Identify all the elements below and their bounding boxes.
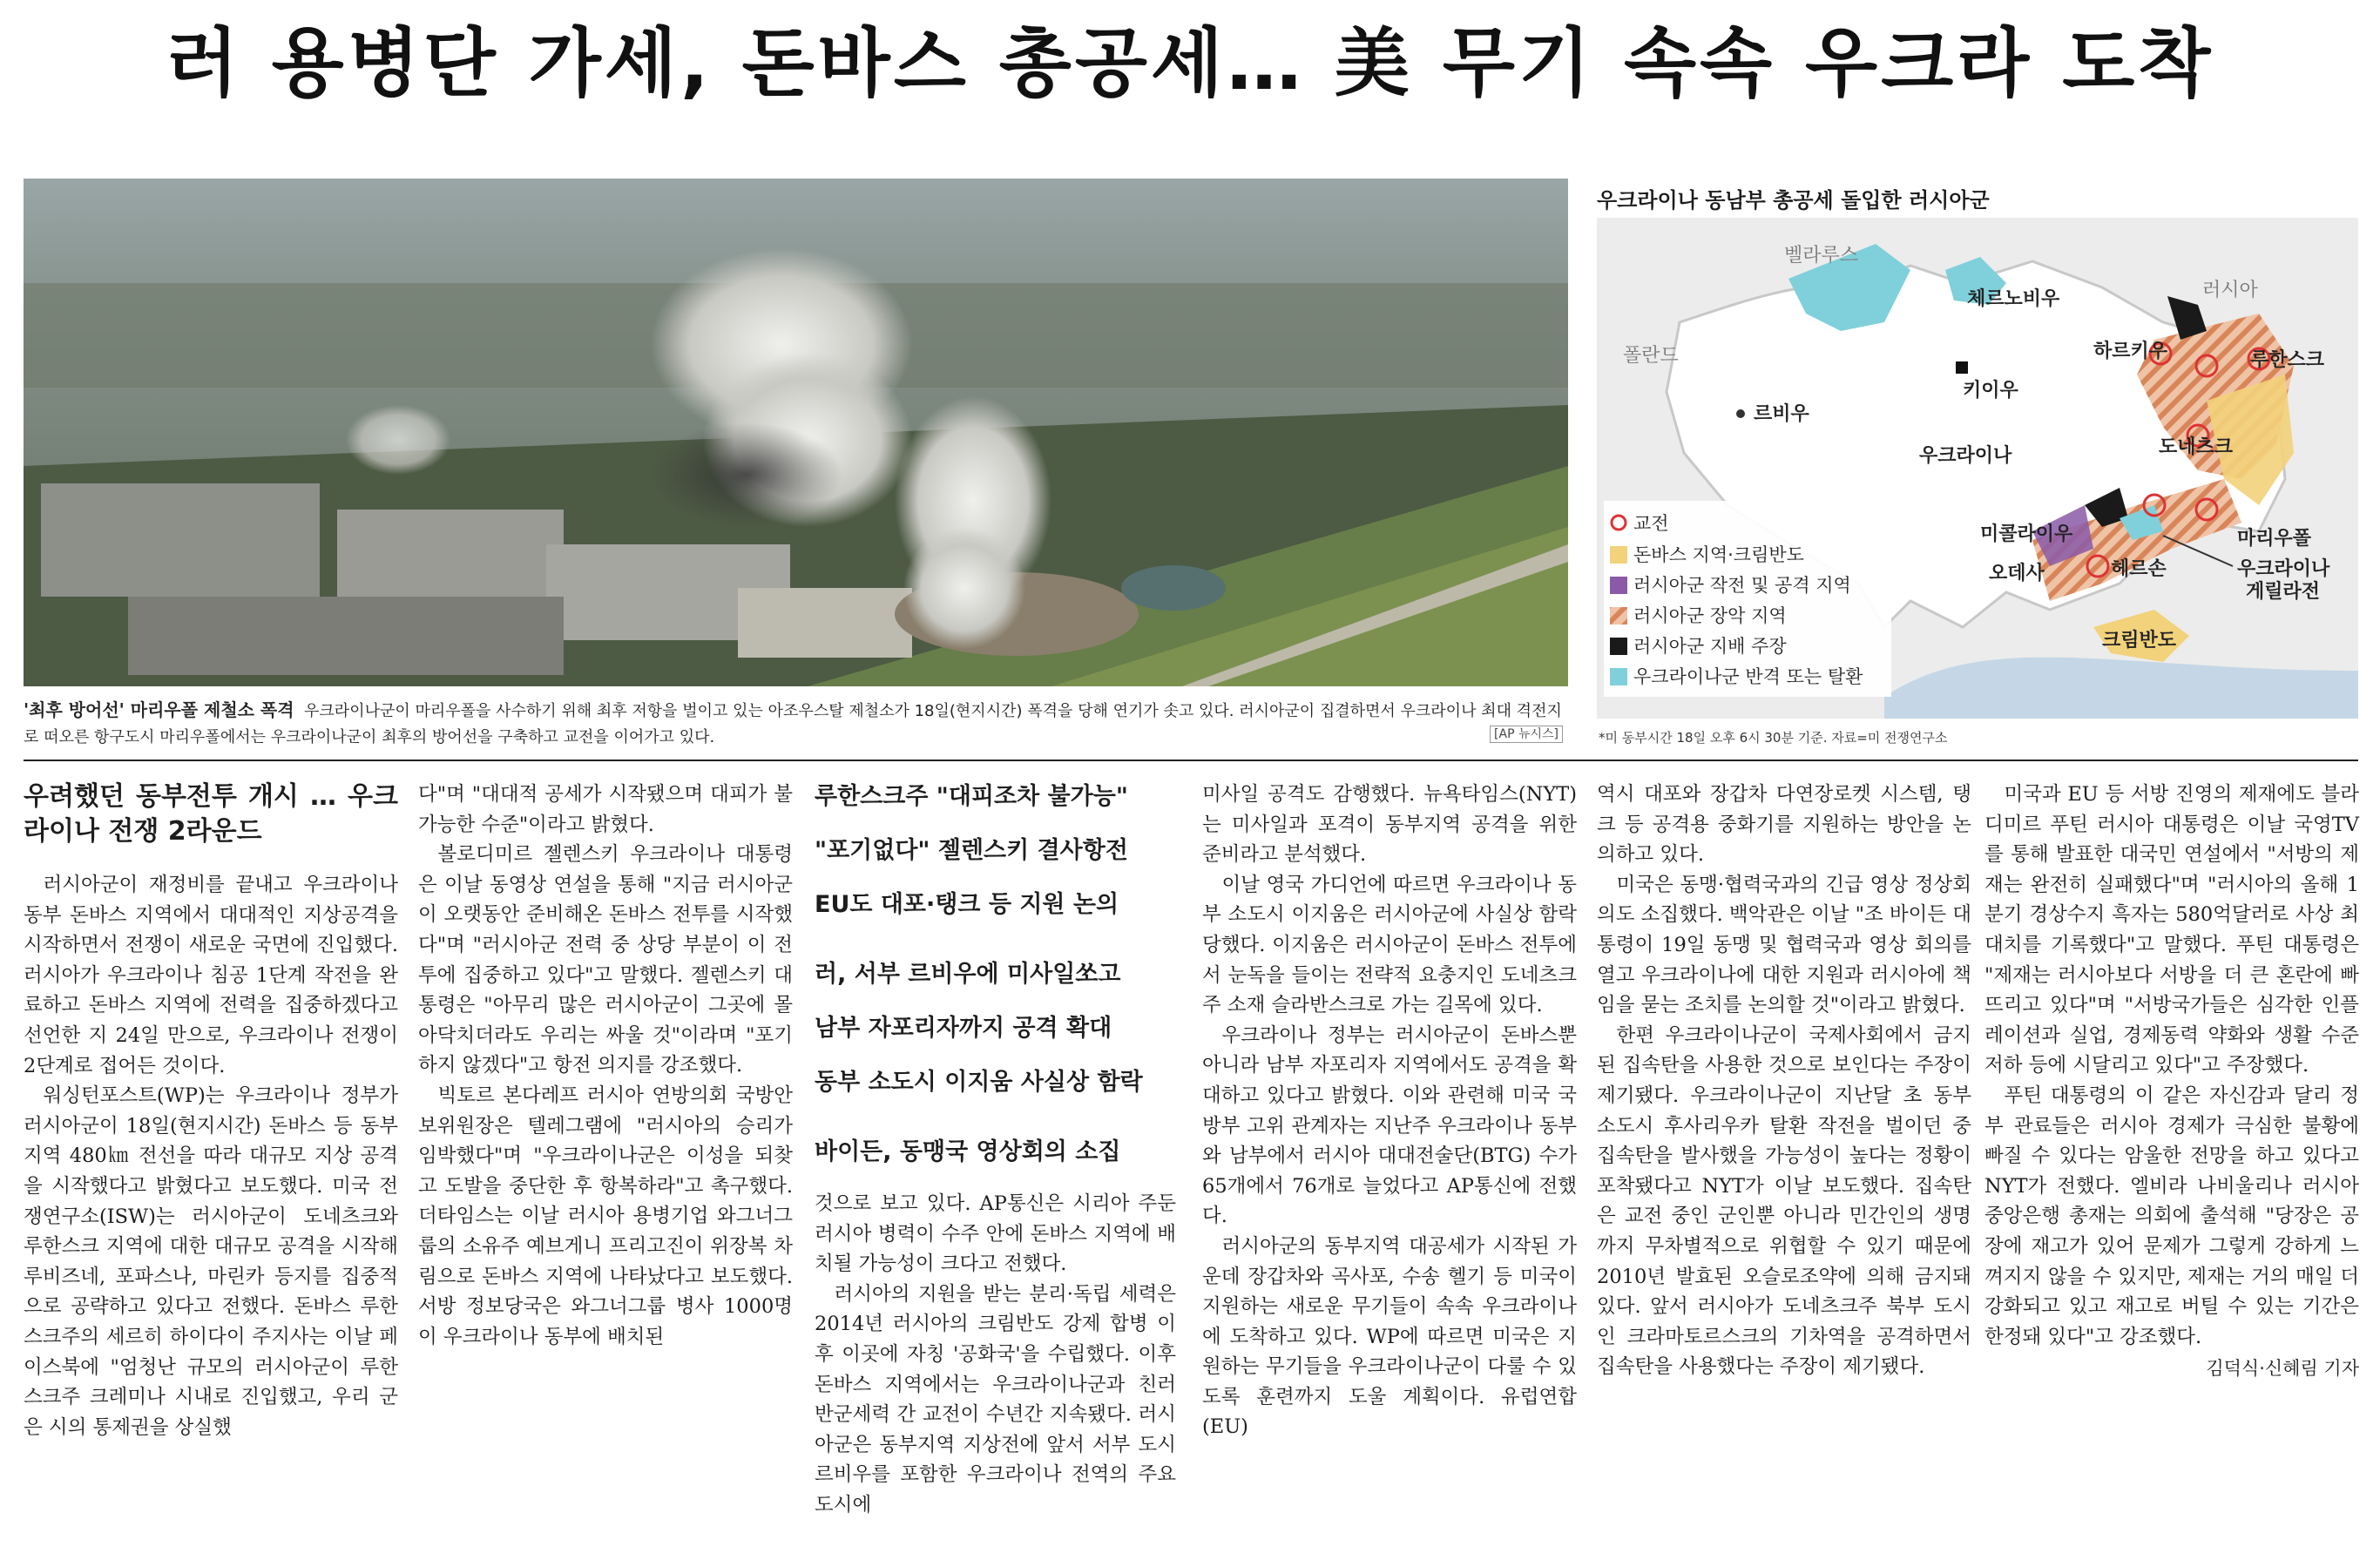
legend-label-1: 돈바스 지역·크림반도 xyxy=(1633,544,1804,565)
side-headlines xyxy=(815,780,1176,1170)
article-column-4 xyxy=(1202,780,1577,1442)
map-label-poland: 폴란드 xyxy=(1623,345,1679,367)
paragraph: 러시아의 지원을 받는 분리·독립 세력은 2014년 러시아의 크림반도 강제 합병 이후 이곳에 자칭 '공화국'을 수립했다. 이후 돈바스 지역에서는 우크라이나군과 친러 반군세력 간 교전이 수년간 지속됐다. 러시아군은 동부지역 지상전에 앞서 서부 도시 르비우를 포함한 우크라이나 전역의 주요 도시에 xyxy=(815,1282,1176,1516)
paragraph: 러시아군의 동부지역 대공세가 시작된 가운데 장갑차와 곡사포, 수송 헬기 등 미국이 지원하는 새로운 무기들이 속속 우크라이나에 도착하고 있다. WP에 따르면 미국은 지원하는 무기들을 우크라이나군이 다룰 수 있도록 훈련까지 도울 계획이다. 유럽연합(EU) xyxy=(1202,1234,1577,1439)
side-headline: 바이든, 동맹국 영상회의 소집 xyxy=(815,1138,1121,1165)
paragraph: 푸틴 대통령의 이 같은 자신감과 달리 정부 관료들은 러시아 경제가 극심한 불황에 빠질 수 있다는 암울한 전망을 하고 있다고 NYT가 전했다. 엘비라 나비울리나 러시아 중앙은행 총재는 의회에 출석해 "당장은 공장에 재고가 있어 문제가 그렇게 강하게 느껴지지 않을 수 있지만, 제재는 거의 매일 더 강화되고 있고 재고로 버틸 수 있는 기간은 한정돼 있다"고 강조했다. xyxy=(1984,1084,2359,1348)
article-subhead: 우려했던 동부전투 개시 … 우크라이나 전쟁 2라운드 xyxy=(24,781,398,847)
paragraph: 한편 우크라이나군이 국제사회에서 금지된 집속탄을 사용한 것으로 보인다는 주장이 제기됐다. 우크라이나군이 지난달 초 동부 소도시 후사리우카 탈환 작전을 벌이던 중 집속탄을 발사했을 가능성이 높다는 정황이 포착됐다고 NYT가 이날 보도했다. 집속탄은 교전 중인 군인뿐 아니라 민간인의 생명까지 무차별적으로 위협할 수 있기 때문에 2010년 발효된 오슬로조약에 의해 금지돼 있다. 앞서 러시아가 도네츠크주 북부 도시인 크라마토르스크의 기차역을 공격하면서 집속탄을 사용했다는 주장이 제기됐다. xyxy=(1597,1023,1971,1379)
article-column-1 xyxy=(24,780,398,1442)
map-label-russia: 러시아 xyxy=(2202,280,2258,301)
paragraph: 것으로 보고 있다. AP통신은 시리아 주둔 러시아 병력이 수주 안에 돈바스 지역에 배치될 가능성이 크다고 전했다. xyxy=(815,1192,1176,1276)
photo-credit: [AP 뉴시스] xyxy=(1490,726,1563,743)
map-label-kherson: 헤르손 xyxy=(2111,558,2167,580)
map-label-mariupol: 마리우폴 xyxy=(2237,528,2312,550)
side-headline: 동부 소도시 이지움 사실상 함락 xyxy=(815,1069,1143,1096)
article-column-2 xyxy=(418,780,793,1352)
caption-text: 우크라이나군이 마리우폴을 사수하기 위해 최후 저항을 벌이고 있는 아조우스탈 제철소가 18일(현지시간) 폭격을 당해 연기가 솟고 있다. 러시아군이 집결하면서 우크라이나 최대 격전지로 떠오른 항구도시 마리우폴에서는 우크라이나군이 최후의 방어선을 구축하고 교전을 이어가고 있다. xyxy=(24,702,1562,746)
map-label-luhansk: 루한스크 xyxy=(2250,349,2325,371)
map-label-belarus: 벨라루스 xyxy=(1784,245,1859,267)
legend-label-2: 러시아군 작전 및 공격 지역 xyxy=(1633,575,1851,596)
article-column-3 xyxy=(815,780,1176,1521)
map-label-kyiv: 키이우 xyxy=(1963,380,2018,402)
paragraph: 워싱턴포스트(WP)는 우크라이나 정부가 러시아군이 18일(현지시간) 돈바스 등 동부지역 480㎞ 전선을 따라 대규모 지상 공격을 시작했다고 밝혔다고 보도했다. 미국 전쟁연구소(ISW)는 러시아군이 도네츠크와 루한스크 지역에 대한 대규모 공격을 시작해 루비즈네, 포파스나, 마린카 등지를 집중적으로 공략하고 있다고 전했다. 돈바스 루한스크주의 세르히 하이다이 주지사는 이날 페이스북에 "엄청난 규모의 러시아군이 루한스크주 크레미나 시내로 진입했고, 우리 군은 시의 통제권을 상실했 xyxy=(24,1084,398,1439)
legend-label-5: 우크라이나군 반격 또는 탈환 xyxy=(1633,666,1863,687)
side-headline: "포기없다" 젤렌스키 결사항전 xyxy=(815,837,1128,864)
map-label-guerrilla-2: 게릴라전 xyxy=(2246,581,2321,603)
map-legend xyxy=(1604,501,1891,697)
map-label-guerrilla-1: 우크라이나 xyxy=(2237,558,2330,580)
photo-caption xyxy=(24,697,1568,751)
caption-title: '최후 방어선' 마리우폴 제철소 폭격 xyxy=(24,699,294,720)
paragraph: 미사일 공격도 감행했다. 뉴욕타임스(NYT)는 미사일과 포격이 동부지역 공격을 위한 준비라고 분석했다. xyxy=(1202,783,1577,867)
paragraph: 이날 영국 가디언에 따르면 우크라이나 동부 소도시 이지움은 러시아군에 사실상 함락당했다. 이지움은 러시아군이 돈바스 전투에서 눈독을 들이는 전략적 요충지인 도네츠크주 소재 슬라반스크로 가는 길목에 있다. xyxy=(1202,873,1577,1017)
side-headline: 루한스크주 "대피조차 불가능" xyxy=(815,783,1128,810)
paragraph: 역시 대포와 장갑차 다연장로켓 시스템, 탱크 등 공격용 중화기를 지원하는 방안을 논의하고 있다. xyxy=(1597,783,1971,867)
ukraine-map xyxy=(1597,218,2358,719)
legend-label-4: 러시아군 지배 주장 xyxy=(1633,636,1787,657)
article-column-6 xyxy=(1984,780,2359,1384)
map-label-odesa: 오데사 xyxy=(1989,563,2045,584)
side-headline: EU도 대포·탱크 등 지원 논의 xyxy=(815,891,1119,918)
section-rule xyxy=(24,760,2358,761)
paragraph: 미국과 EU 등 서방 진영의 제재에도 블라디미르 푸틴 러시아 대통령은 이날 국영TV를 통해 발표한 대국민 연설에서 "서방의 제재는 완전히 실패했다"며 "러시아의 올해 1분기 경상수지 흑자는 580억달러로 사상 최대치를 기록했다"고 말했다. 푸틴 대통령은 "제재는 러시아보다 서방을 더 큰 혼란에 빠뜨리고 있다"며 "서방국가들은 심각한 인플레이션과 실업, 경제동력 약화와 생활 수준 저하 등에 시달리고 있다"고 주장했다. xyxy=(1984,783,2359,1077)
article-column-5 xyxy=(1597,780,1971,1382)
map-note: *미 동부시간 18일 오후 6시 30분 기준. 자료=미 전쟁연구소 xyxy=(1599,730,1948,746)
paragraph: 미국은 동맹·협력국과의 긴급 영상 정상회의도 소집했다. 백악관은 이날 "조 바이든 대통령이 19일 동맹 및 협력국과 영상 회의를 열고 우크라이나에 대한 지원과 러시아에 책임을 묻는 조치를 논의할 것"이라고 밝혔다. xyxy=(1597,873,1971,1017)
legend-label-3: 러시아군 장악 지역 xyxy=(1633,605,1787,626)
paragraph: 우크라이나 정부는 러시아군이 돈바스뿐 아니라 남부 자포리자 지역에서도 공격을 확대하고 있다고 밝혔다. 이와 관련해 미국 국방부 고위 관계자는 지난주 우크라이나 동부와 남부에서 러시아 대대전술단(BTG) 수가 65개에서 76개로 늘었다고 AP통신에 전했다. xyxy=(1202,1023,1577,1228)
headline: 러 용병단 가세, 돈바스 총공세… 美 무기 속속 우크라 도착 xyxy=(166,20,2214,107)
side-headline: 남부 자포리자까지 공격 확대 xyxy=(815,1015,1112,1042)
byline: 김덕식·신혜림 기자 xyxy=(2206,1358,2359,1380)
map-label-lviv: 르비우 xyxy=(1754,403,1809,425)
map-label-ukraine: 우크라이나 xyxy=(1919,445,2012,467)
map-label-crimea: 크림반도 xyxy=(2102,630,2177,652)
map-label-donetsk: 도네츠크 xyxy=(2159,436,2234,458)
map-label-mykolaiv: 미콜라이우 xyxy=(1980,523,2073,545)
news-photo xyxy=(24,179,1568,686)
map-title: 우크라이나 동남부 총공세 돌입한 러시아군 xyxy=(1597,188,1990,213)
paragraph: 러시아군이 재정비를 끝내고 우크라이나 동부 돈바스 지역에서 대대적인 지상공격을 시작하면서 전쟁이 새로운 국면에 진입했다. 러시아가 우크라이나 침공 1단계 작전을 완료하고 돈바스 지역에 전력을 집중하겠다고 선언한 지 24일 만으로, 우크라이나 전쟁이 2단계로 접어든 것이다. xyxy=(24,874,398,1077)
paragraph: 볼로디미르 젤렌스키 우크라이나 대통령은 이날 동영상 연설을 통해 "지금 러시아군이 오랫동안 준비해온 돈바스 전투를 시작했다"며 "러시아군 전력 중 상당 부분이 이 전투에 집중하고 있다"고 말했다. 젤렌스키 대통령은 "아무리 많은 러시아군이 그곳에 몰아닥치더라도 우리는 싸울 것"이라며 "포기하지 않겠다"고 항전 의지를 강조했다. xyxy=(418,843,793,1077)
map-label-kharkiv: 하르키우 xyxy=(2093,341,2168,362)
map-label-chernobyl: 체르노비우 xyxy=(1967,288,2060,310)
legend-label-0: 교전 xyxy=(1633,513,1669,534)
side-headline: 러, 서부 르비우에 미사일쏘고 xyxy=(815,961,1121,988)
paragraph: 다"며 "대대적 공세가 시작됐으며 대피가 불가능한 수준"이라고 밝혔다. xyxy=(418,783,793,836)
paragraph: 빅토르 본다레프 러시아 연방의회 국방안보위원장은 텔레그램에 "러시아의 승리가 임박했다"며 "우크라이나군은 이성을 되찾고 도발을 중단한 후 항복하라"고 촉구했다. 더타임스는 이날 러시아 용병기업 와그너그룹의 소유주 예브게니 프리고진이 위장복 차림으로 돈바스 지역에 나타났다고 보도했다. 서방 정보당국은 와그너그룹 병사 1000명이 우크라이나 동부에 배치된 xyxy=(418,1084,793,1348)
